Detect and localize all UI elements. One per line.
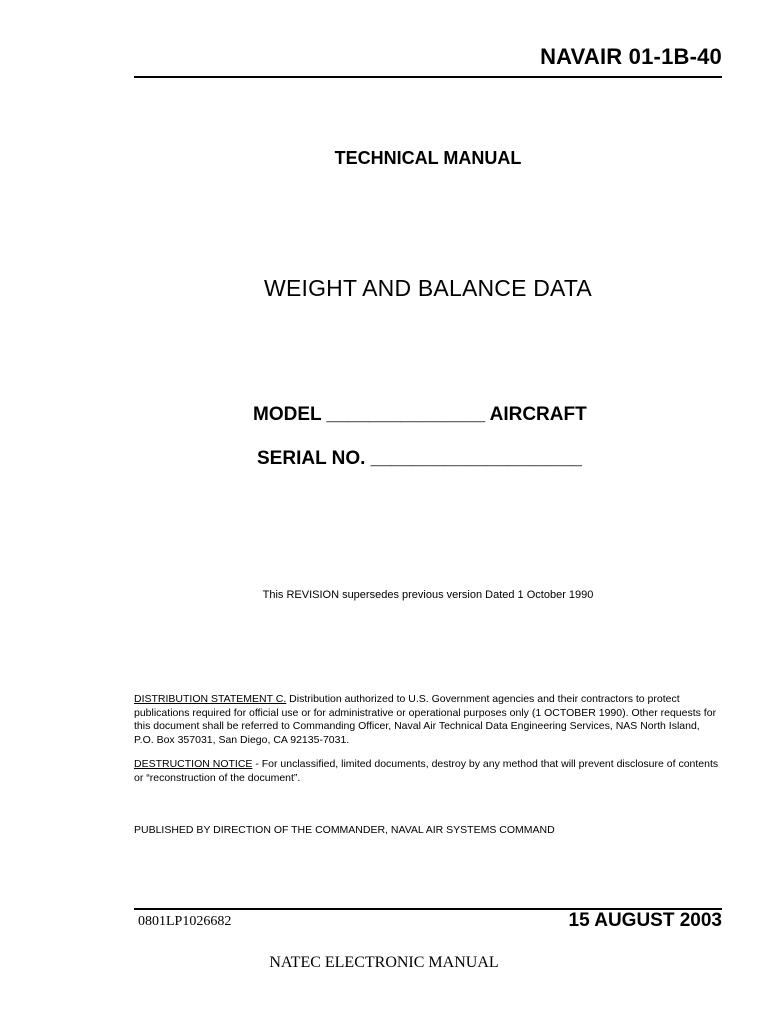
published-by-statement: PUBLISHED BY DIRECTION OF THE COMMANDER, NAVAL AIR SYSTEMS COMMAND xyxy=(134,824,555,836)
distribution-statement-heading: DISTRIBUTION STATEMENT C. xyxy=(134,693,287,705)
destruction-notice-heading: DESTRUCTION NOTICE xyxy=(134,758,253,770)
serial-number-line: SERIAL NO. ____________________ xyxy=(257,448,583,469)
distribution-statement-text: Distribution authorized to U.S. Government agencies and their contractors to protect publications required for official use or for administrative or operational purposes only (1 OCTOBER 1990). Other requests for this document shall be referred to Commanding Officer, Naval Air Technical Data Engineering Services, NAS North Island, P.O. Box 357031, San Diego, CA 92135-7031. xyxy=(134,693,717,746)
footer-label: NATEC ELECTRONIC MANUAL xyxy=(269,954,499,971)
destruction-notice-text: - For unclassified, limited documents, destroy by any method that will prevent disclosure of contents or “reconstruction of the document”. xyxy=(134,758,719,784)
destruction-notice xyxy=(134,758,722,785)
document-type-heading: TECHNICAL MANUAL xyxy=(334,148,522,168)
control-number: 0801LP1026682 xyxy=(138,914,232,929)
publication-date: 15 AUGUST 2003 xyxy=(568,910,722,931)
document-title: WEIGHT AND BALANCE DATA xyxy=(264,275,592,301)
model-aircraft-line: MODEL _______________ AIRCRAFT xyxy=(253,404,587,425)
document-number: NAVAIR 01-1B-40 xyxy=(540,44,722,69)
top-rule xyxy=(134,76,722,78)
revision-note: This REVISION supersedes previous version Dated 1 October 1990 xyxy=(262,589,594,601)
distribution-statement xyxy=(134,693,722,747)
